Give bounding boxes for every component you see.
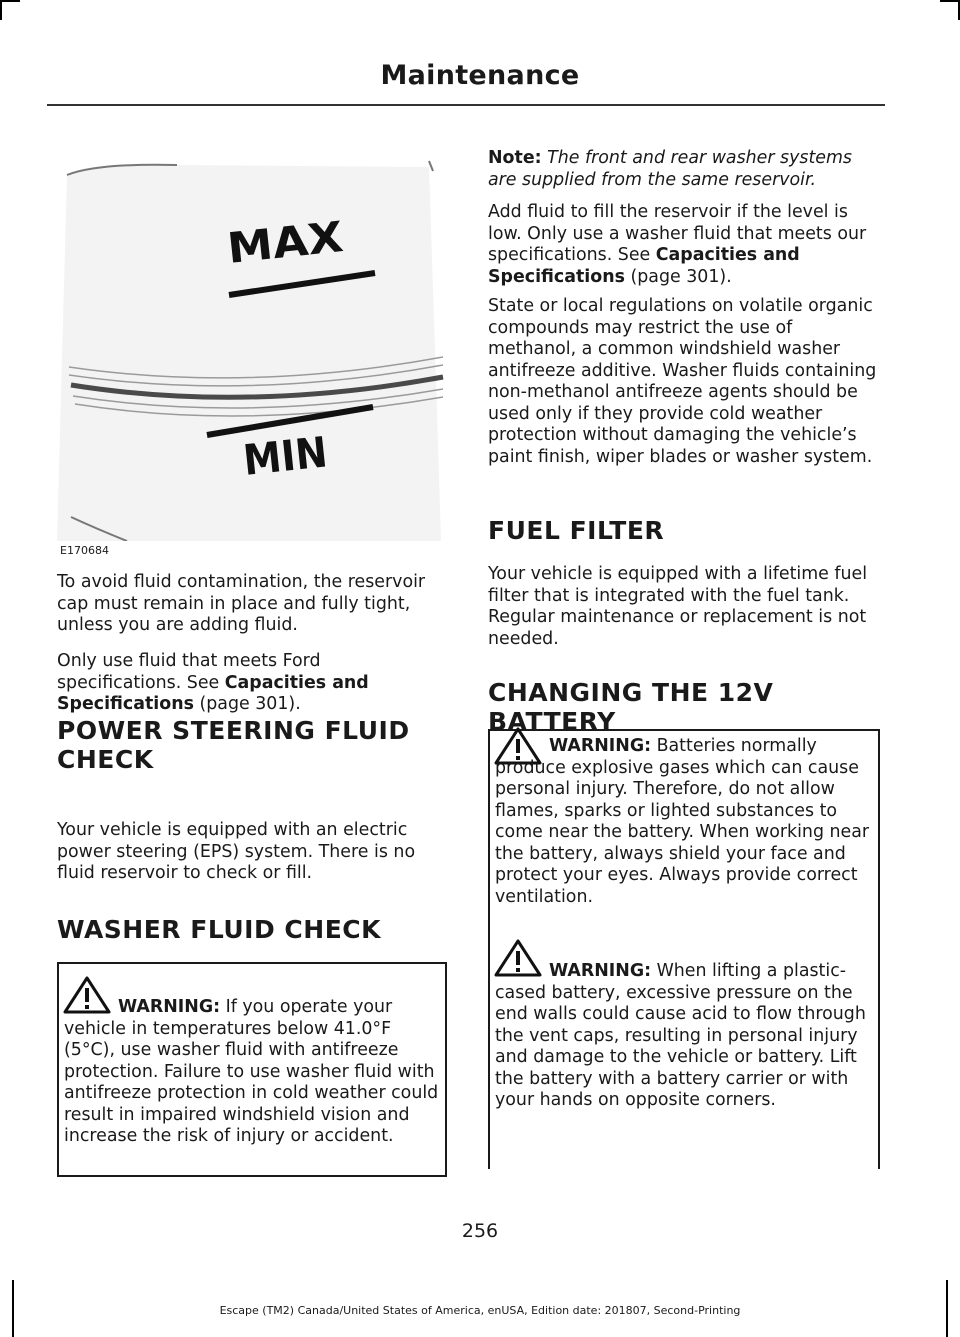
warning-text-lifting: WARNING: When lifting a plastic-cased battery, excessive pressure on the end walls could cause acid to flow through the vent caps, resulting in personal injury and damage to the vehicle or battery. Lift the battery with a battery carrier or with your hands on opposite corners. (495, 961, 866, 1110)
power-steering-heading: POWER STEERING FLUID (57, 716, 410, 745)
power-steering-heading-cont: CHECK (57, 745, 154, 774)
warning-box-battery (488, 729, 880, 1169)
crop-mark (940, 0, 960, 2)
eps-paragraph: Your vehicle is equipped with an electric power steering (EPS) system. There is no fluid reservoir to check or fill. (57, 820, 416, 883)
page-number: 256 (461, 1220, 499, 1242)
ford-spec-paragraph: Only use fluid that meets Ford specifications. See Capacities and Specifications (page 301). (57, 651, 369, 714)
footer-edition: Escape (TM2) Canada/United States of America, enUSA, Edition date: 201807, Second-Printing (219, 1304, 741, 1317)
fuel-filter-heading: FUEL FILTER (488, 516, 665, 545)
crop-mark (0, 0, 20, 2)
battery-heading: CHANGING THE 12V BATTERY (488, 678, 774, 736)
svg-text:MAX: MAX (224, 213, 337, 273)
note-paragraph: Note: The front and rear washer systems are supplied from the same reservoir. (488, 148, 852, 190)
svg-text:MIN: MIN (240, 426, 339, 485)
warning-text-gases: WARNING: Batteries normally produce explosive gases which can cause personal injury. Therefore, do not allow flames, sparks or lighted substances to come near the battery. When working near the battery, always shield your face and protect your eyes. Always provide correct ventilation. (495, 736, 870, 907)
warning-box-antifreeze (57, 962, 447, 1177)
add-fluid-paragraph: Add fluid to fill the reservoir if the level is low. Only use a washer fluid that meets our specifications. See Capacities and Specifications (page 301). (488, 202, 867, 287)
regulations-paragraph: State or local regulations on volatile organic compounds may restrict the use of methanol, a common windshield washer antifreeze additive. Washer fluids containing non-methanol antifreeze agents should be used only if they provide cold weather protection without damaging the vehicle’s paint finish, wiper blades or washer system. (488, 296, 877, 467)
crop-mark (0, 0, 2, 20)
figure-code: E170684 (60, 544, 109, 557)
washer-fluid-heading: WASHER FLUID CHECK (57, 915, 382, 944)
header-divider (47, 104, 885, 106)
fuel-filter-paragraph: Your vehicle is equipped with a lifetime fuel filter that is integrated with the fuel tank. Regular maintenance or replacement is not needed. (488, 564, 868, 649)
page-title: Maintenance (380, 60, 580, 91)
contamination-paragraph: To avoid fluid contamination, the reservoir cap must remain in place and fully tight, unless you are adding fluid. (57, 572, 426, 635)
reservoir-illustration (57, 145, 445, 541)
capacities-link[interactable]: Capacities and Specifications (488, 245, 800, 287)
min-label (240, 426, 339, 485)
capacities-link[interactable]: Capacities and Specifications (57, 672, 369, 714)
warning-text-antifreeze: WARNING: If you operate your vehicle in temperatures below 41.0°F (5°C), use washer fluid with antifreeze protection. Failure to use washer fluid with antifreeze protection in cold weather could result in impaired windshield vision and increase the risk of injury or accident. (64, 997, 439, 1146)
